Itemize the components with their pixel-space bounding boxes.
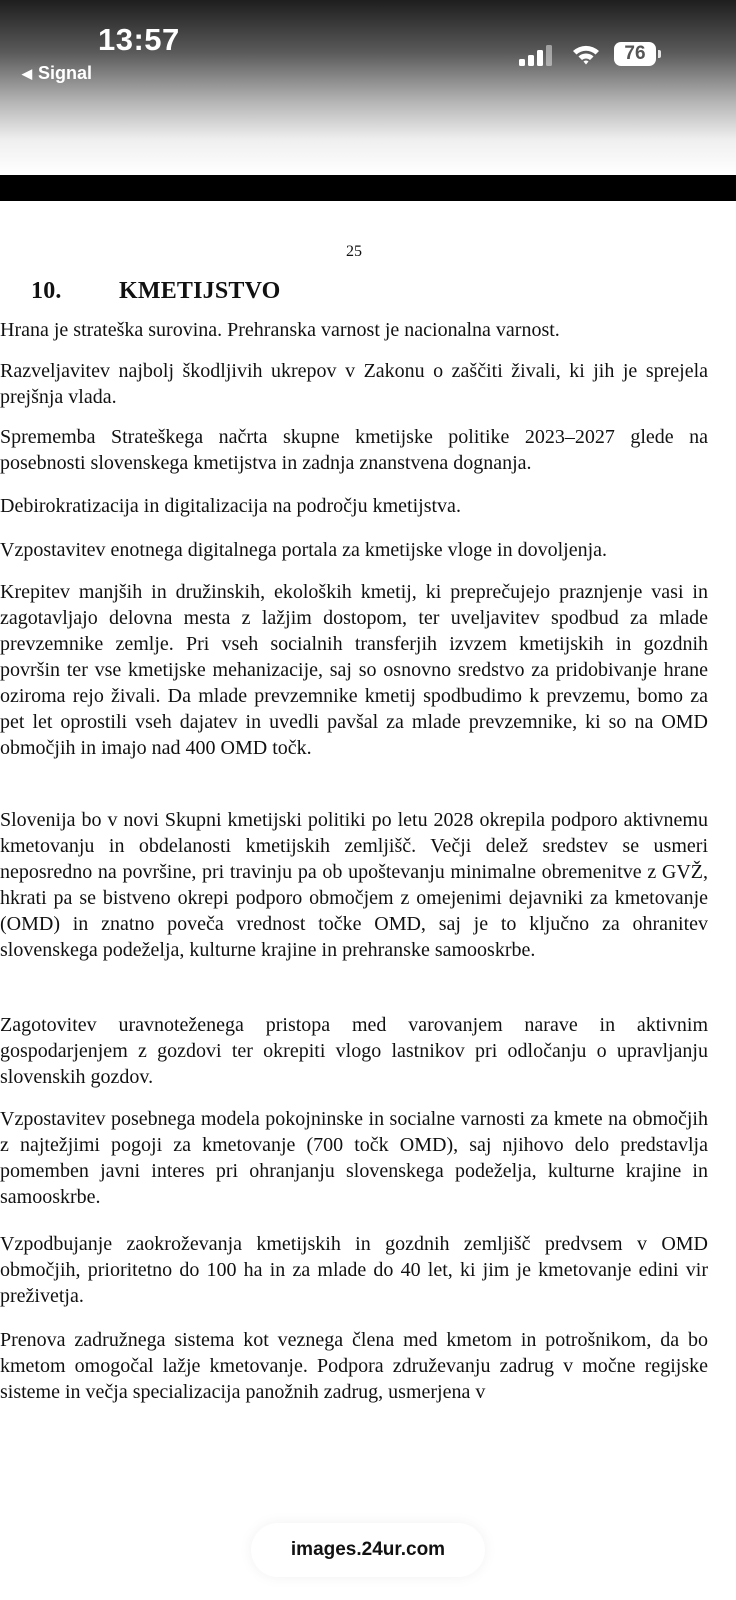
back-app-label: Signal [38,63,93,83]
paragraph: Vzpostavitev enotnega digitalnega portala za kmetijske vloge in dovoljenja. [0,539,608,561]
paragraph: Razveljavitev najbolj škodljivih ukrepov v Zakonu o zaščiti živali, ki jih je sprejela prejšnja vlada. [0,360,708,408]
wifi-icon [571,42,601,71]
document-page [0,201,736,1600]
source-url-label[interactable]: images.24ur.com [251,1523,485,1577]
paragraph: Vzpodbujanje zaokroževanja kmetijskih in gozdnih zemljišč predvsem v OMD območjih, prioritetno do 100 ha in za mlade do 40 let, ki jim je kmetovanje edini vir preživetja. [0,1233,708,1307]
section-number: 10. [31,278,62,304]
screenshot-top-border [0,175,736,201]
paragraph: Krepitev manjših in družinskih, ekoloških kmetij, ki preprečujejo praznjenje vasi in zagotavljajo delovna mesta z lažjim dostopom, ter uveljavitev spodbud za mlade prevzemnike zemlje. Pri vseh socialnih transferjih izvzem kmetijskih in gozdnih površin ter vse kmetijske mehanizacije, saj so osnovno sredstvo za pridobivanje hrane oziroma rejo živali. Da mlade prevzemnike kmetij spodbudimo k prevzemu, bomo za pet let oprostili vseh dajatev in uvedli pavšal za mlade prevzemnike, ki so na OMD območjih in imajo nad 400 OMD točk. [0,581,708,759]
clock: 13:57 [98,22,180,57]
cellular-signal-icon [519,44,555,66]
battery-icon: 76 [614,42,656,66]
paragraph: Prenova zadružnega sistema kot veznega člena med kmetom in potrošnikom, da bo kmetom omogočal lažje kmetovanje. Podpora združevanju zadrug v močne regijske sisteme in večja specializacija panožnih zadrug, usmerjena v [0,1329,708,1403]
paragraph: Hrana je strateška surovina. Prehranska varnost je nacionalna varnost. [0,319,560,341]
section-title: KMETIJSTVO [119,278,281,304]
back-to-app-button[interactable] [22,63,92,84]
section-heading [31,278,281,305]
page-number: 25 [346,243,362,260]
paragraph: Vzpostavitev posebnega modela pokojninske in socialne varnosti za kmete na območjih z najtežjimi pogoji za kmetovanje (700 točk OMD), saj njihovo delo predstavlja pomemben javni interes pri ohranjanju slovenskega podeželja, kulturne krajine in samooskrbe. [0,1108,708,1208]
paragraph: Zagotovitev uravnoteženega pristopa med varovanjem narave in aktivnim gospodarjenjem z gozdovi ter okrepiti vlogo lastnikov pri odločanju o upravljanju slovenskih gozdov. [0,1014,708,1088]
paragraph: Debirokratizacija in digitalizacija na področju kmetijstva. [0,495,461,517]
paragraph: Slovenija bo v novi Skupni kmetijski politiki po letu 2028 okrepila podporo aktivnemu kmetovanju in obdelanosti kmetijskih zemljišč. Večji delež sredstev se usmeri neposredno na površine, pri travinju pa ob upoštevanju minimalne obremenitve z GVŽ, hkrati pa se bistveno okrepi podporo območjem z omejenimi dejavniki za kmetovanje (OMD) in znatno poveča vrednost točke OMD, saj je to ključno za ohranitev slovenskega podeželja, kulturne krajine in prehranske samooskrbe. [0,809,708,961]
back-triangle-icon: ◀ [22,66,32,81]
status-bar [0,0,736,175]
paragraph: Sprememba Strateškega načrta skupne kmetijske politike 2023–2027 glede na posebnosti slovenskega kmetijstva in zadnja znanstvena dognanja. [0,426,708,474]
